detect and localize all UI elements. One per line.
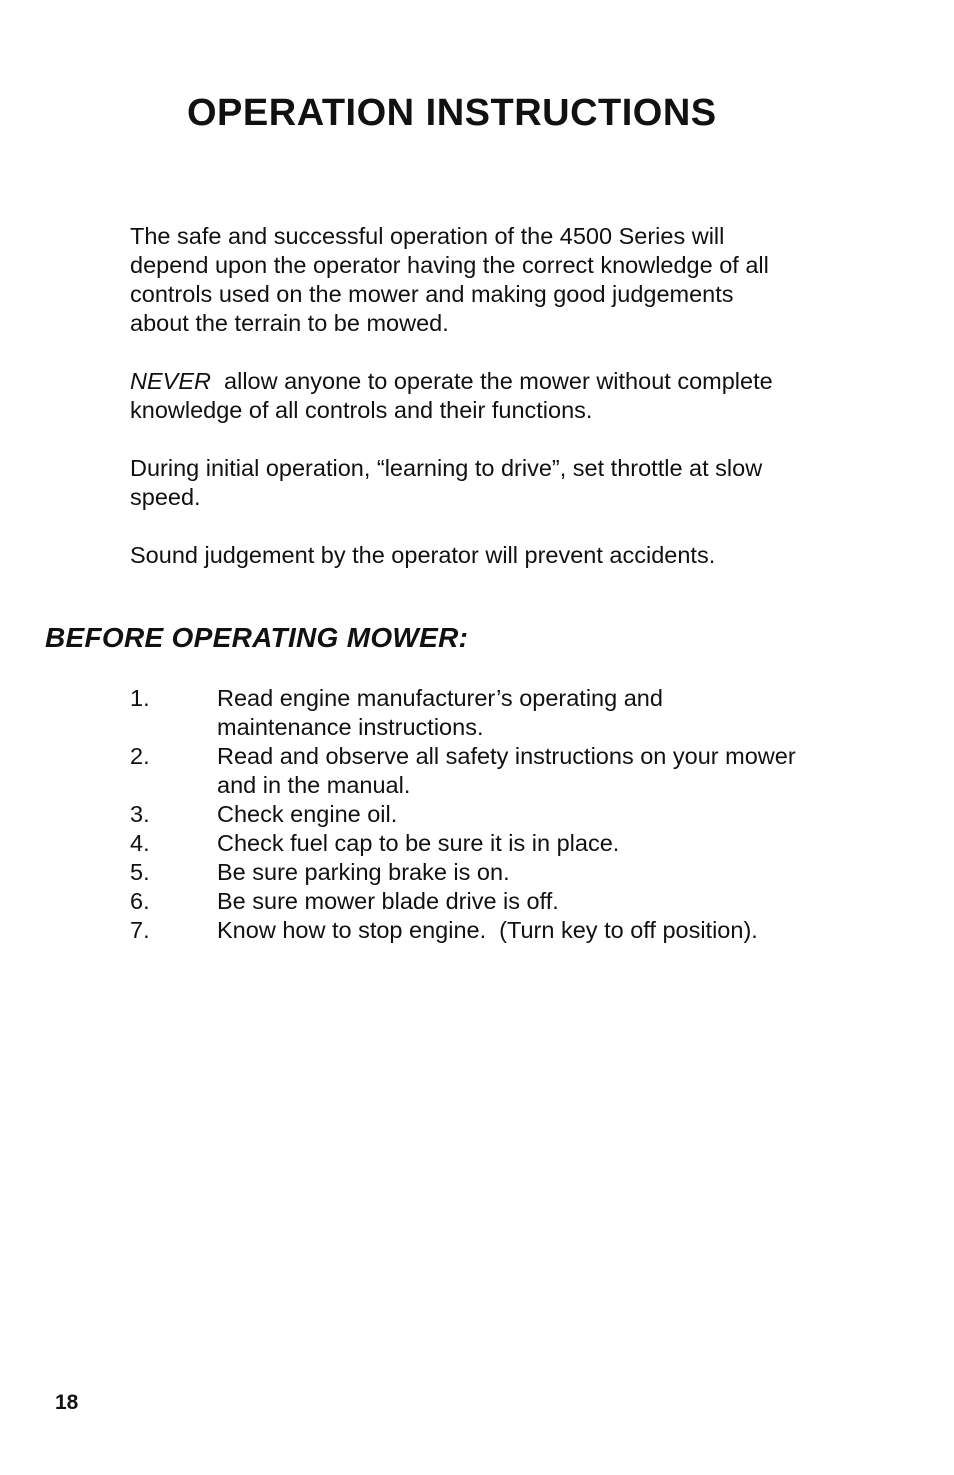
list-item xyxy=(130,858,850,887)
steps-list xyxy=(130,684,850,945)
page-title: OPERATION INSTRUCTIONS xyxy=(187,92,717,134)
section-heading: BEFORE OPERATING MOWER: xyxy=(45,622,469,653)
intro-paragraph-3: During initial operation, “learning to drive”, set throttle at slow speed. xyxy=(130,455,763,510)
list-item xyxy=(130,829,850,858)
page-number: 18 xyxy=(55,1391,79,1414)
step-number: 6. xyxy=(130,888,150,914)
intro-text xyxy=(130,222,830,599)
step-text: Be sure mower blade drive is off. xyxy=(217,888,559,914)
step-text: Be sure parking brake is on. xyxy=(217,859,510,885)
list-item xyxy=(130,916,850,945)
list-item xyxy=(130,742,850,800)
step-number: 5. xyxy=(130,859,150,885)
list-item xyxy=(130,887,850,916)
step-number: 4. xyxy=(130,830,150,856)
step-number: 7. xyxy=(130,917,150,943)
step-number: 2. xyxy=(130,743,150,769)
step-number: 3. xyxy=(130,801,150,827)
intro-paragraph-2-text: allow anyone to operate the mower without complete knowledge of all controls and their functions. xyxy=(130,368,780,423)
step-number: 1. xyxy=(130,685,150,711)
step-text: Read and observe all safety instructions on your mower and in the manual. xyxy=(217,743,796,798)
list-item xyxy=(130,684,850,742)
step-text: Check engine oil. xyxy=(217,801,398,827)
intro-paragraph-4: Sound judgement by the operator will prevent accidents. xyxy=(130,542,716,568)
list-item xyxy=(130,800,850,829)
never-emphasis: NEVER xyxy=(130,368,211,394)
step-text: Check fuel cap to be sure it is in place. xyxy=(217,830,620,856)
intro-paragraph-2 xyxy=(130,367,790,425)
step-text: Know how to stop engine. (Turn key to off position). xyxy=(217,917,758,943)
intro-paragraph-1: The safe and successful operation of the 4500 Series will depend upon the operator having the correct knowledge of all controls used on the mower and making good judgements about the terrain to be mowed. xyxy=(130,223,769,336)
step-text: Read engine manufacturer’s operating and maintenance instructions. xyxy=(217,685,663,740)
